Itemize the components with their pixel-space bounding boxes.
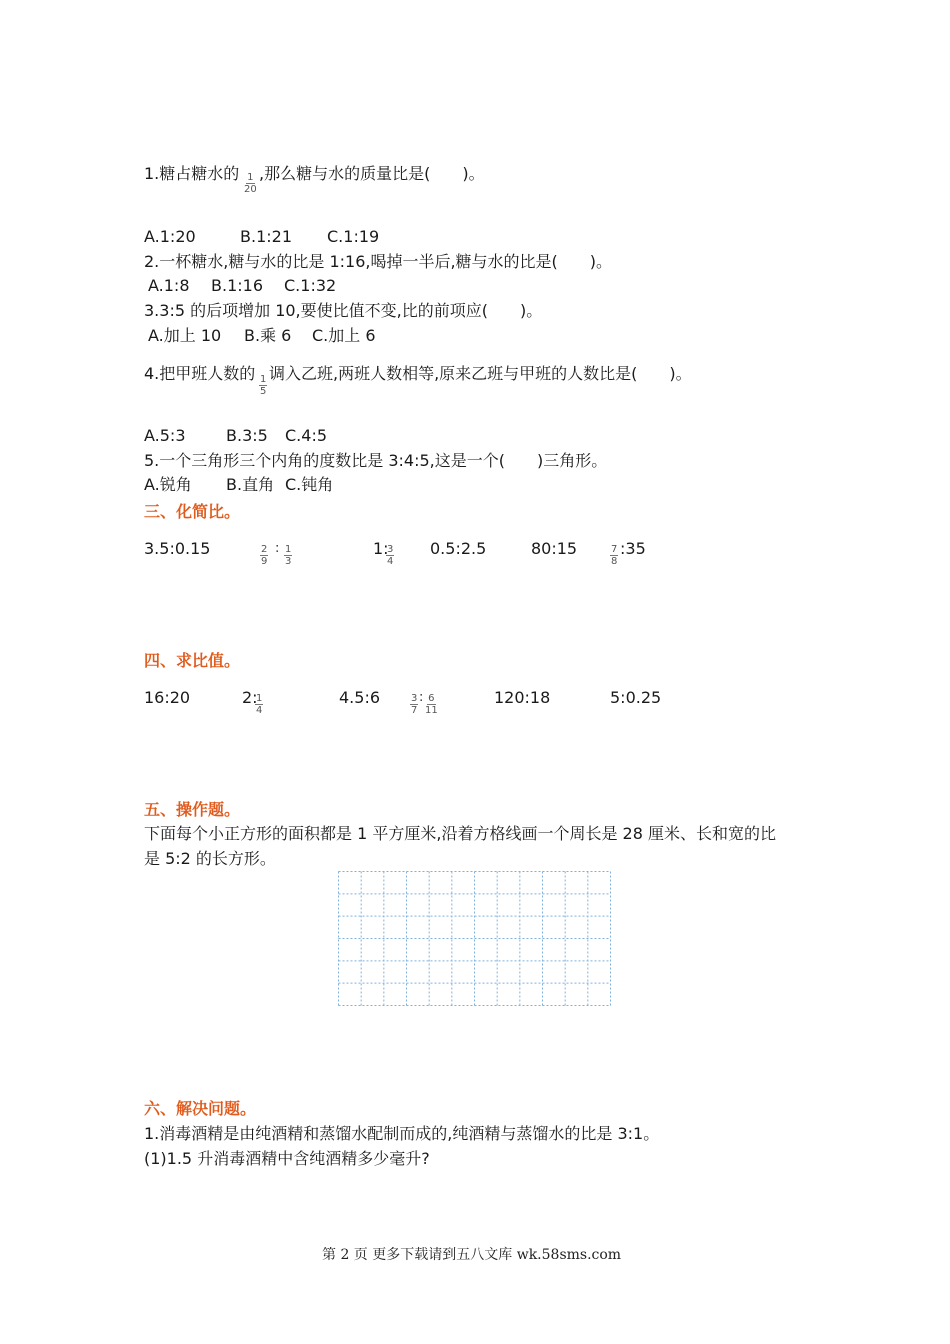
q3-text: 3.3:5 的后项增加 10,要使比值不变,比的前项应( )。 <box>144 301 543 320</box>
q2-option-b: B.1:16 <box>211 276 263 295</box>
q1-fraction-den: 20 <box>244 184 257 195</box>
section3-item6-frac <box>610 544 618 567</box>
q2-text: 2.一杯糖水,糖与水的比是 1:16,喝掉一半后,糖与水的比是( )。 <box>144 252 613 271</box>
section3-item4: 0.5:2.5 <box>430 539 487 558</box>
section4-item6: 5:0.25 <box>610 688 662 707</box>
section4-item2-pre: 2: <box>242 688 258 707</box>
section4-item2-num: 1 <box>256 693 263 704</box>
section4-item4-a-num: 3 <box>411 693 418 704</box>
section3-item3-den: 4 <box>387 556 394 567</box>
section3-item1: 3.5:0.15 <box>144 539 211 558</box>
section3-item3-frac <box>386 544 394 567</box>
section3-item5: 80:15 <box>531 539 578 558</box>
section6-heading: 六、解决问题。 <box>144 1099 257 1118</box>
section3-item6-num: 7 <box>611 544 618 555</box>
q5-option-b: B.直角 <box>226 475 275 494</box>
section3-item2-b-num: 1 <box>285 544 292 555</box>
q1-text-post: ,那么糖与水的质量比是( )。 <box>259 164 485 183</box>
q1-text-pre: 1.糖占糖水的 <box>144 164 240 183</box>
section4-item4-b-num: 6 <box>428 693 435 704</box>
q3-option-a: A.加上 10 <box>148 326 222 345</box>
section4-item4-b-den: 11 <box>425 705 438 716</box>
q4-option-b: B.3:5 <box>226 426 268 445</box>
section3-heading: 三、化简比。 <box>144 502 241 521</box>
section5-heading: 五、操作题。 <box>144 800 241 819</box>
section3-item2-a-num: 2 <box>261 544 268 555</box>
section6-line1: 1.消毒酒精是由纯酒精和蒸馏水配制而成的,纯酒精与蒸馏水的比是 3:1。 <box>144 1124 660 1143</box>
section3-item2-frac-a <box>260 544 268 567</box>
section5-line1: 下面每个小正方形的面积都是 1 平方厘米,沿着方格线画一个周长是 28 厘米、长和宽的比 <box>144 824 776 843</box>
section3-item3-num: 3 <box>387 544 394 555</box>
section4-item5: 120:18 <box>494 688 551 707</box>
section3-item2-colon: : <box>275 541 280 556</box>
q3-option-b: B.乘 6 <box>244 326 292 345</box>
q4-fraction <box>259 374 267 397</box>
section4-item3: 4.5:6 <box>339 688 381 707</box>
section5-line2: 是 5:2 的长方形。 <box>144 849 276 868</box>
section4-item2-den: 4 <box>256 705 263 716</box>
page-footer: 第 2 页 更多下载请到五八文库 wk.58sms.com <box>322 1247 622 1263</box>
q3-option-c: C.加上 6 <box>312 326 376 345</box>
q1-option-a: A.1:20 <box>144 227 196 246</box>
q4-fraction-den: 5 <box>260 386 267 397</box>
q2-option-c: C.1:32 <box>284 276 337 295</box>
section3-item2-frac-b <box>284 544 292 567</box>
q4-option-a: A.5:3 <box>144 426 186 445</box>
q5-option-c: C.钝角 <box>285 475 334 494</box>
section4-item4-a-den: 7 <box>411 705 418 716</box>
q5-option-a: A.锐角 <box>144 475 192 494</box>
section4-heading: 四、求比值。 <box>144 651 241 670</box>
q4-fraction-num: 1 <box>260 374 267 385</box>
section4-item4-frac-a <box>410 693 418 716</box>
q1-option-b: B.1:21 <box>240 227 292 246</box>
square-grid <box>338 871 611 1006</box>
q1-option-c: C.1:19 <box>327 227 380 246</box>
section3-item6-den: 8 <box>611 556 618 567</box>
section4-item2-frac <box>255 693 263 716</box>
section4-item4-colon: : <box>419 690 424 705</box>
section3-item2-a-den: 9 <box>261 556 268 567</box>
section3-item3-pre: 1: <box>373 539 389 558</box>
section6-line2: (1)1.5 升消毒酒精中含纯酒精多少毫升? <box>144 1149 430 1168</box>
section4-item4-frac-b <box>424 693 439 716</box>
section4-item1: 16:20 <box>144 688 191 707</box>
section3-item2-b-den: 3 <box>285 556 292 567</box>
q1-fraction-num: 1 <box>247 172 254 183</box>
q1-fraction <box>243 172 258 195</box>
q4-option-c: C.4:5 <box>285 426 328 445</box>
q4-text-pre: 4.把甲班人数的 <box>144 364 256 383</box>
q2-option-a: A.1:8 <box>148 276 190 295</box>
q5-text: 5.一个三角形三个内角的度数比是 3:4:5,这是一个( )三角形。 <box>144 451 608 470</box>
q4-text-post: 调入乙班,两班人数相等,原来乙班与甲班的人数比是( )。 <box>269 364 692 383</box>
section3-item6-post: :35 <box>620 539 646 558</box>
